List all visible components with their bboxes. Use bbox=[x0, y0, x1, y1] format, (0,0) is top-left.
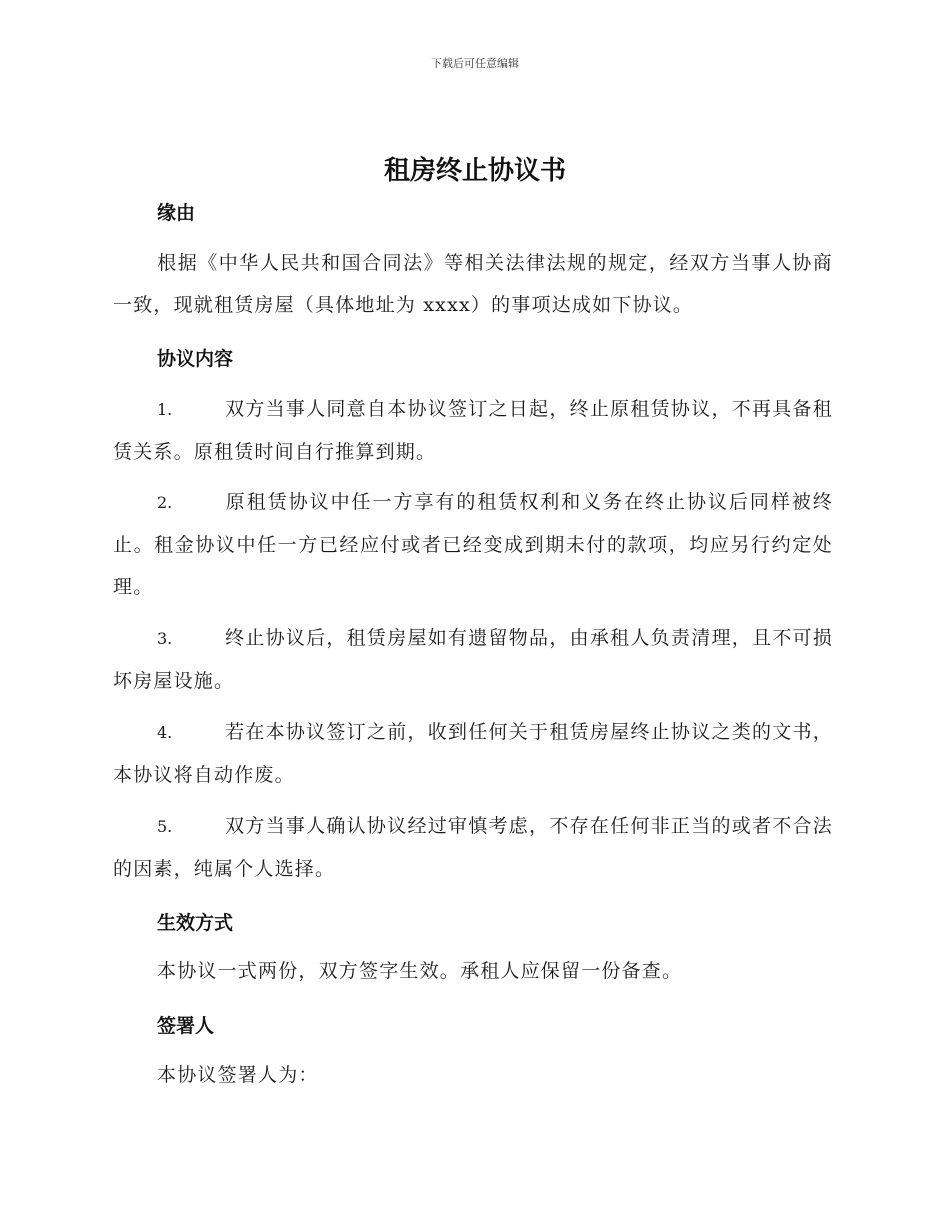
signatories-text: 本协议签署人为： bbox=[157, 1064, 319, 1086]
section-heading-signatories: 签署人 bbox=[157, 1015, 215, 1037]
item-number: 2. bbox=[157, 493, 173, 512]
effect-text: 本协议一式两份，双方签字生效。承租人应保留一份备查。 bbox=[157, 960, 683, 982]
agreement-item bbox=[113, 711, 833, 796]
item-number: 5. bbox=[157, 817, 173, 836]
section-text-effect bbox=[113, 950, 833, 992]
agreement-item bbox=[113, 388, 833, 473]
item-number: 3. bbox=[157, 629, 173, 648]
document-title: 租房终止协议书 bbox=[383, 156, 566, 186]
item-text: 终止协议后，租赁房屋如有遗留物品，由承租人负责清理，且不可损坏房屋设施。 bbox=[113, 627, 833, 692]
item-text: 若在本协议签订之前，收到任何关于租赁房屋终止协议之类的文书，本协议将自动作废。 bbox=[113, 721, 833, 786]
section-text-signatories bbox=[113, 1054, 833, 1096]
reason-text: 根据《中华人民共和国合同法》等相关法律法规的规定，经双方当事人协商一致，现就租赁房屋（具体地址为 xxxx）的事项达成如下协议。 bbox=[113, 252, 833, 316]
agreement-item bbox=[113, 481, 833, 608]
item-text: 原租赁协议中任一方享有的租赁权利和义务在终止协议后同样被终止。租金协议中任一方已经应付或者已经变成到期未付的款项，均应另行约定处理。 bbox=[113, 491, 833, 598]
item-number: 1. bbox=[157, 400, 173, 419]
item-number: 4. bbox=[157, 723, 173, 742]
agreement-item bbox=[113, 805, 833, 890]
section-heading-content: 协议内容 bbox=[157, 348, 234, 370]
section-text-reason bbox=[113, 242, 833, 326]
item-text: 双方当事人同意自本协议签订之日起，终止原租赁协议，不再具备租赁关系。原租赁时间自行推算到期。 bbox=[113, 398, 833, 463]
agreement-item bbox=[113, 617, 833, 702]
section-heading-effect: 生效方式 bbox=[157, 912, 234, 934]
item-text: 双方当事人确认协议经过审慎考虑，不存在任何非正当的或者不合法的因素，纯属个人选择。 bbox=[113, 815, 833, 880]
section-heading-reason: 缘由 bbox=[157, 202, 196, 224]
header-note: 下载后可任意编辑 bbox=[431, 57, 519, 70]
